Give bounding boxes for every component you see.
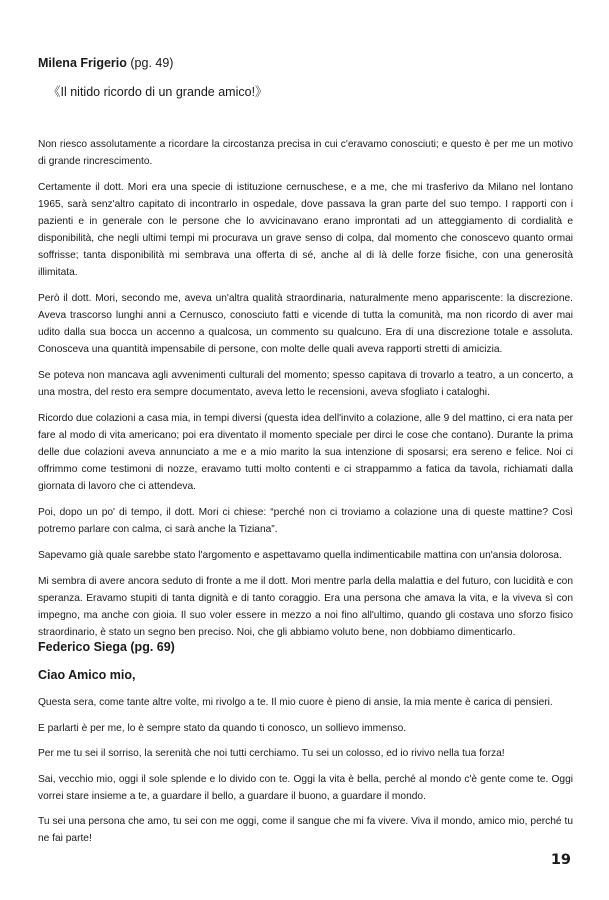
paragraph: Questa sera, come tante altre volte, mi rivolgo a te. Il mio cuore è pieno di ansie, la mia mente è carica di pensieri. — [38, 697, 553, 708]
page-reference: (pg. 49) — [126, 56, 174, 70]
letter-greeting: Ciao Amico mio, — [38, 668, 136, 682]
paragraph: Sapevamo già quale sarebbe stato l'argomento e aspettavamo quella indimenticabile mattina con un'ansia dolorosa. — [38, 550, 562, 561]
paragraph: E parlarti è per me, lo è sempre stato da quando ti conosco, un sollievo immenso. — [38, 722, 407, 734]
article-body-siega — [38, 694, 573, 856]
paragraph: Certamente il dott. Mori era una specie di istituzione cernuschese, e a me, che mi trasferivo da Milano nel lontano 1965, sarà senz'altro capitato di incontrarlo in ospedale, dove passava la gran parte del suo tempo. I rapporti con i pazienti e in generale con le persone che lo avvicinavano erano improntati ad un atteggiamento di cordialità e disponibilità, che negli ultimi tempi mi procurava un grave senso di colpa, dal momento che conoscevo quanto ormai soffrisse; tanta disponibilità mi sembrava una offerta di sé, anche al di là delle forze fisiche, con una generosità illimitata. — [38, 182, 573, 278]
section-heading-siega: Federico Siega (pg. 69) — [38, 640, 175, 654]
section-heading-frigerio — [38, 56, 173, 70]
paragraph: Sai, vecchio mio, oggi il sole splende e lo divido con te. Oggi la vita è bella, perché al mondo c'è gente come te. Oggi vorrei stare insieme a te, a guardare il bello, a guardare il buono, a guardare il mondo. — [38, 773, 573, 802]
paragraph: Poi, dopo un po' di tempo, il dott. Mori ci chiese: “perché non ci troviamo a colazione una di queste mattine? Così potremo parlare con calma, ci sarà anche la Tiziana”. — [38, 507, 573, 535]
page-number: 19 — [550, 852, 571, 868]
paragraph: Però il dott. Mori, secondo me, aveva un'altra qualità straordinaria, naturalmente meno appariscente: la discrezione. Aveva trascorso lunghi anni a Cernusco, conosciuto fatti e vicende di tutta la comunità, ma non ricordo di aver mai udito dalla sua bocca un accenno a qualcosa, un commento su qualcuno. Era di una discrezione totale e assoluta. Conosceva una quantità impensabile di persone, con molte delle quali aveva rapporti stretti di amicizia. — [38, 293, 573, 355]
article-subtitle: 《Il nitido ricordo di un grande amico!》 — [48, 85, 268, 99]
paragraph: Mi sembra di avere ancora seduto di fronte a me il dott. Mori mentre parla della malattia e del futuro, con lucidità e con speranza. Eravamo stupiti di tanta dignità e di tanto coraggio. Era una persona che amava la vita, e la viveva sì con impegno, ma anche con gioia. Il suo voler essere in mezzo a noi fino all'ultimo, quando gli costava uno sforzo fisico straordinario, è stato un segno ben preciso. Noi, che gli abbiamo voluto bene, non dobbiamo dimenticarlo. — [38, 576, 573, 638]
paragraph: Ricordo due colazioni a casa mia, in tempi diversi (questa idea dell'invito a colazione, alle 9 del mattino, ci era nata per fare al modo di vita americano; poi era diventato il momento speciale per dirci le cose che contano). Durante la prima delle due colazioni aveva annunciato a me e a mio marito la sua intenzione di sposarsi; era sereno e felice. Noi ci offrimmo come testimoni di nozze, eravamo tutti molto contenti e ci strappammo a fatica da tavola, richiamati dalla giornata di lavoro che ci attendeva. — [38, 413, 573, 492]
paragraph: Se poteva non mancava agli avvenimenti culturali del momento; spesso capitava di trovarlo a teatro, a un concerto, a una mostra, del resto era sempre documentato, aveva letto le recensioni, aveva sfogliato i cataloghi. — [38, 370, 573, 398]
paragraph: Per me tu sei il sorriso, la serenità che noi tutti cerchiamo. Tu sei un colosso, ed io rivivo nella tua forza! — [38, 748, 505, 759]
article-body-frigerio — [38, 136, 573, 650]
paragraph: Non riesco assolutamente a ricordare la circostanza precisa in cui c'eravamo conosciuti; e questo è per me un motivo di grande rincrescimento. — [38, 139, 573, 167]
author-name: Milena Frigerio — [38, 56, 127, 70]
paragraph: Tu sei una persona che amo, tu sei con me oggi, come il sangue che mi fa vivere. Viva il mondo, amico mio, perché tu ne fai parte! — [38, 816, 573, 844]
